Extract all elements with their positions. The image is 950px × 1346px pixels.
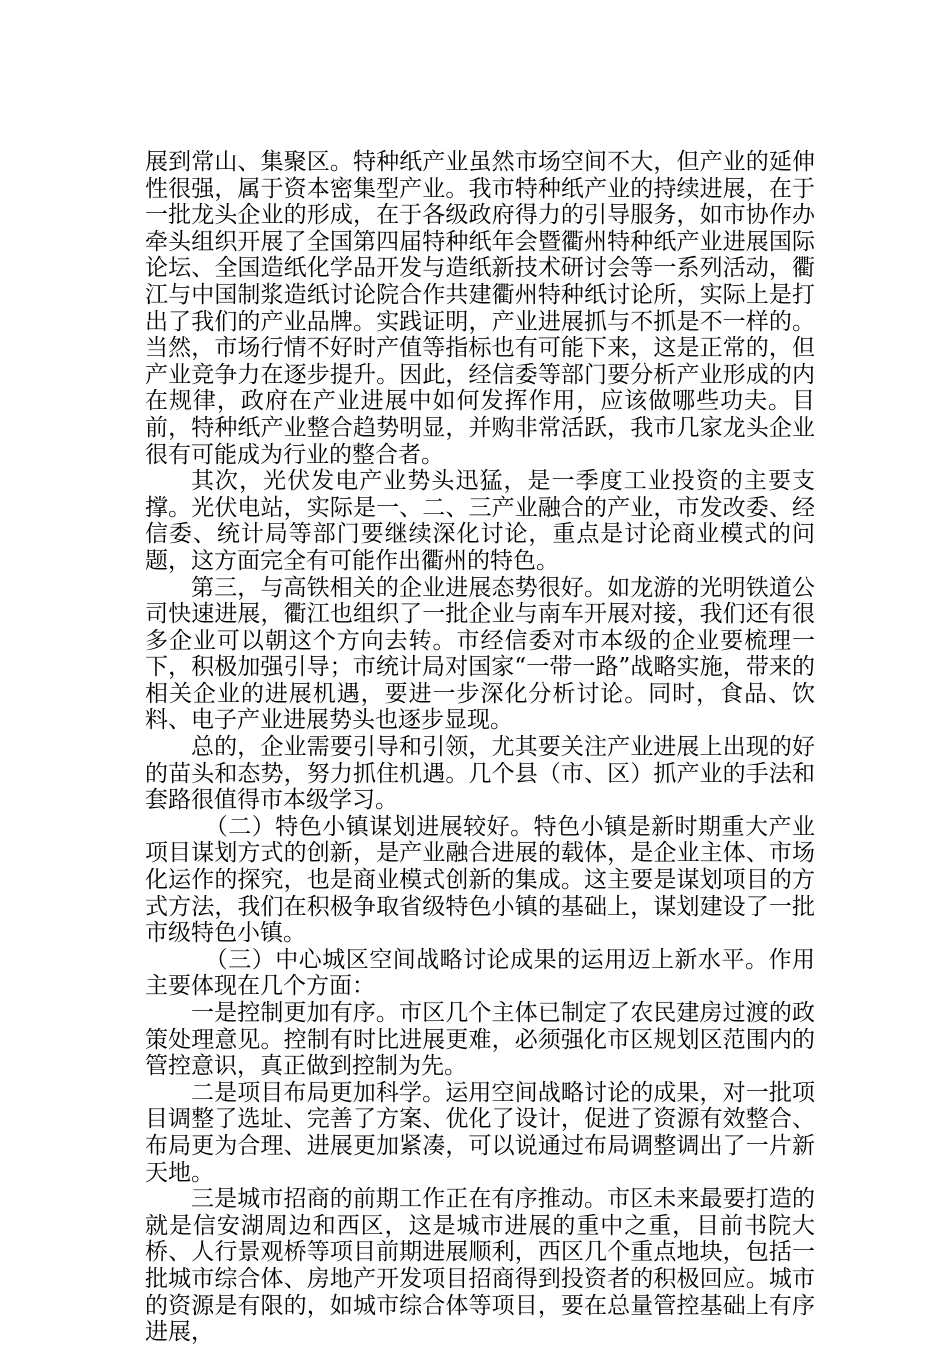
paragraph-control-order: 一是控制更加有序。市区几个主体已制定了农民建房过渡的政策处理意见。控制有时比进展更难，必须强化市区规划区范围内的管控意识，真正做到控制为先。 bbox=[145, 1000, 815, 1080]
paragraph-characteristic-towns: （二）特色小镇谋划进展较好。特色小镇是新时期重大产业项目谋划方式的创新，是产业融合进展的载体，是企业主体、市场化运作的探究，也是商业模式创新的集成。这主要是谋划项目的方式方法，我们在积极争取省级特色小镇的基础上，谋划建设了一批市级特色小镇。 bbox=[145, 813, 815, 947]
paragraph-central-city-strategy: （三）中心城区空间战略讨论成果的运用迈上新水平。作用主要体现在几个方面： bbox=[145, 946, 815, 1000]
paragraph-city-investment: 三是城市招商的前期工作正在有序推动。市区未来最要打造的就是信安湖周边和西区，这是城市进展的重中之重，目前书院大桥、人行景观桥等项目前期进展顺利，西区几个重点地块，包括一批城市综合体、房地产开发项目招商得到投资者的积极回应。城市的资源是有限的，如城市综合体等项目，要在总量管控基础上有序进展， bbox=[145, 1186, 815, 1346]
paragraph-project-layout: 二是项目布局更加科学。运用空间战略讨论的成果，对一批项目调整了选址、完善了方案、优化了设计，促进了资源有效整合、布局更为合理、进展更加紧凑，可以说通过布局调整调出了一片新天地。 bbox=[145, 1079, 815, 1186]
paragraph-summary: 总的，企业需要引导和引领，尤其要关注产业进展上出现的好的苗头和态势，努力抓住机遇。几个县（市、区）抓产业的手法和套路很值得市本级学习。 bbox=[145, 734, 815, 814]
paragraph-photovoltaic: 其次，光伏发电产业势头迅猛，是一季度工业投资的主要支撑。光伏电站，实际是一、二、三产业融合的产业，市发改委、经信委、统计局等部门要继续深化讨论，重点是讨论商业模式的问题，这方面完全有可能作出衢州的特色。 bbox=[145, 468, 815, 574]
paragraph-specialty-paper: 展到常山、集聚区。特种纸产业虽然市场空间不大，但产业的延伸性很强，属于资本密集型产业。我市特种纸产业的持续进展，在于一批龙头企业的形成，在于各级政府得力的引导服务，如市协作办牵头组织开展了全国第四届特种纸年会暨衢州特种纸产业进展国际论坛、全国造纸化学品开发与造纸新技术研讨会等一系列活动，衢江与中国制浆造纸讨论院合作共建衢州特种纸讨论所，实际上是打出了我们的产业品牌。实践证明，产业进展抓与不抓是不一样的。当然，市场行情不好时产值等指标也有可能下来，这是正常的，但产业竞争力在逐步提升。因此，经信委等部门要分析产业形成的内在规律，政府在产业进展中如何发挥作用，应该做哪些功夫。目前，特种纸产业整合趋势明显，并购非常活跃，我市几家龙头企业很有可能成为行业的整合者。 bbox=[145, 149, 815, 468]
document-page bbox=[145, 149, 815, 1346]
paragraph-high-speed-rail: 第三，与高铁相关的企业进展态势很好。如龙游的光明铁道公司快速进展，衢江也组织了一批企业与南车开展对接，我们还有很多企业可以朝这个方向去转。市经信委对市本级的企业要梳理一下，积极加强引导；市统计局对国家“一带一路”战略实施，带来的相关企业的进展机遇，要进一步深化分析讨论。同时，食品、饮料、电子产业进展势头也逐步显现。 bbox=[145, 574, 815, 734]
